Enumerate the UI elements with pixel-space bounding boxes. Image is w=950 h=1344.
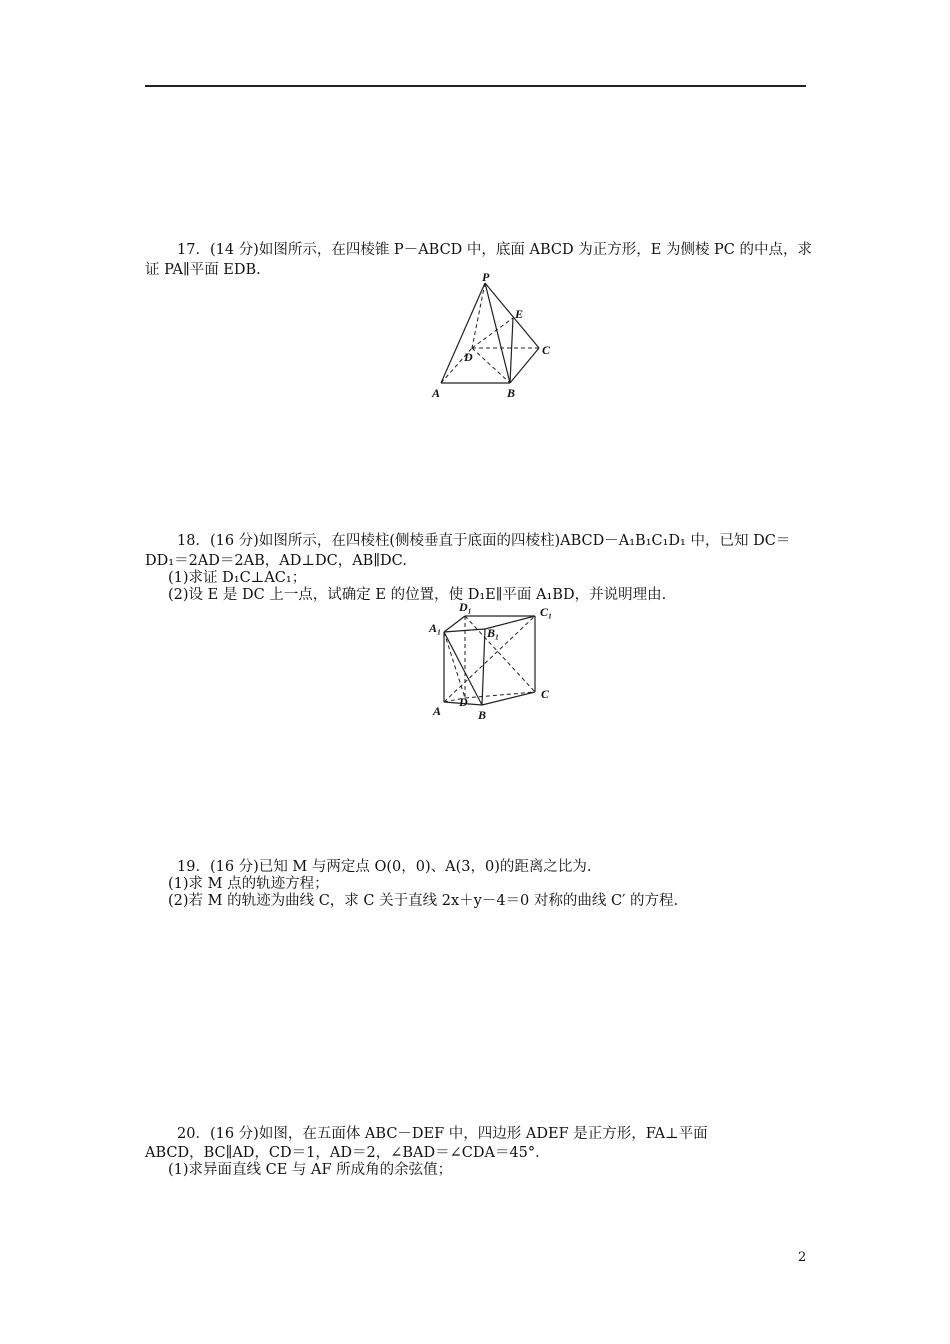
label-D: D <box>464 350 473 364</box>
label-B: B <box>507 386 516 400</box>
q19-part2: (2)若 M 的轨迹为曲线 C，求 C 关于直线 2x＋y－4＝0 对称的曲线 C′ 的方程. <box>168 893 679 909</box>
label-A: A <box>433 704 442 718</box>
label-C: C <box>542 343 551 357</box>
q17-line2: 证 PA∥平面 EDB. <box>145 262 261 278</box>
q19-line1: 19．(16 分)已知 M 与两定点 O(0，0)、A(3，0)的距离之比为. <box>177 859 592 875</box>
label-P: P <box>482 270 490 284</box>
label-E: E <box>515 307 524 321</box>
q18-part1: (1)求证 D₁C⊥AC₁； <box>168 570 307 586</box>
label-D: D <box>459 695 468 709</box>
label-C1: C₁ <box>540 605 553 619</box>
q17-line1: 17．(14 分)如图所示，在四棱锥 P－ABCD 中，底面 ABCD 为正方形，E 为侧棱 PC 的中点，求 <box>177 242 813 258</box>
pyramid-figure <box>425 270 565 400</box>
q18-line2: DD₁＝2AD＝2AB，AD⊥DC，AB∥DC. <box>145 553 407 569</box>
q18-line1: 18．(16 分)如图所示，在四棱柱(侧棱垂直于底面的四棱柱)ABCD－A₁B₁C₁D₁ 中，已知 DC＝ <box>177 533 791 549</box>
q19-part1: (1)求 M 点的轨迹方程； <box>168 876 329 892</box>
q20-line1: 20．(16 分)如图，在五面体 ABC－DEF 中，四边形 ADEF 是正方形，FA⊥平面 <box>177 1126 708 1142</box>
q18-part2: (2)设 E 是 DC 上一点，试确定 E 的位置，使 D₁E∥平面 A₁BD，并说明理由. <box>168 587 667 603</box>
page-number: 2 <box>798 1250 807 1265</box>
label-D1: D₁ <box>459 600 472 614</box>
label-A: A <box>432 386 441 400</box>
q20-part1: (1)求异面直线 CE 与 AF 所成角的余弦值； <box>168 1162 453 1178</box>
q20-line2: ABCD，BC∥AD，CD＝1，AD＝2，∠BAD＝∠CDA＝45°． <box>145 1145 550 1161</box>
label-A1: A₁ <box>429 621 442 635</box>
label-C: C <box>541 687 550 701</box>
label-B: B <box>478 708 487 722</box>
label-B1: B₁ <box>487 626 500 640</box>
header-rule <box>145 85 806 87</box>
prism-figure <box>425 600 565 725</box>
